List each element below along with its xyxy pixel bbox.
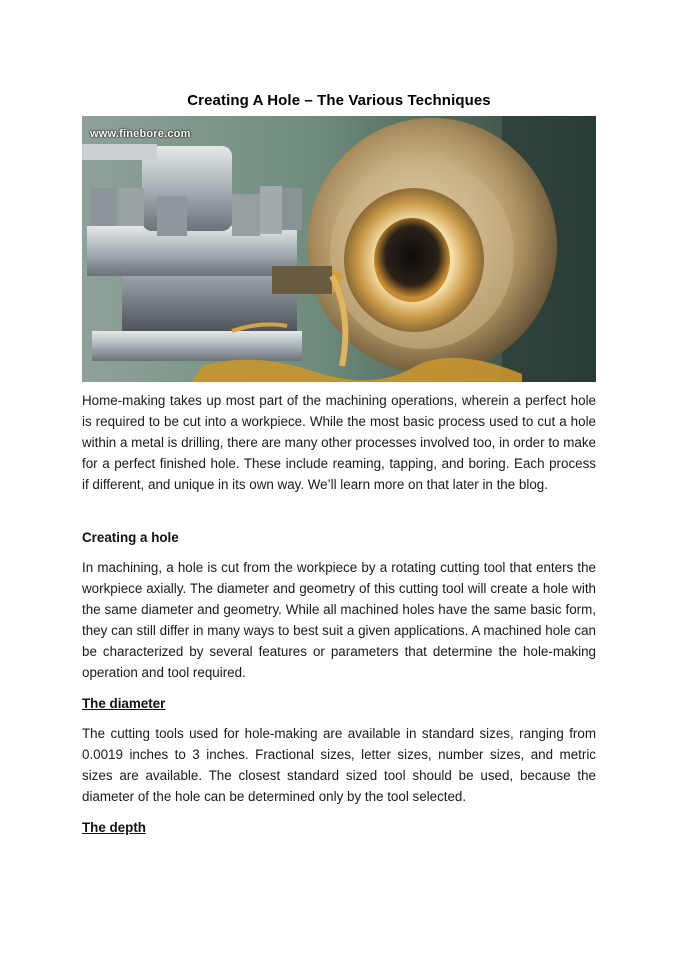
image-watermark: www.finebore.com <box>90 128 191 140</box>
intro-paragraph: Home-making takes up most part of the machining operations, wherein a perfect hole is required to be cut into a workpiece. While the most basic process used to cut a hole within a metal is drilling, there are many other processes involved too, in order to make for a perfect finished hole. These include reaming, tapping, and boring. Each process if different, and unique in its own way. We’ll learn more on that later in the blog. <box>82 393 596 492</box>
section-heading-the-depth: The depth <box>82 820 146 835</box>
section-heading-the-diameter: The diameter <box>82 696 166 711</box>
page-title: Creating A Hole – The Various Techniques <box>187 92 491 110</box>
section-body-the-diameter: The cutting tools used for hole-making are available in standard sizes, ranging from 0.0019 inches to 3 inches. Fractional sizes, letter sizes, number sizes, and metric sizes are available. The closest standard sized tool should be used, because the diameter of the hole can be determined only by the tool selected. <box>82 726 596 804</box>
section-body-creating-a-hole: In machining, a hole is cut from the workpiece by a rotating cutting tool that enters the workpiece axially. The diameter and geometry of this cutting tool will create a hole with the same diameter and geometry. While all machined holes have the same basic form, they can still differ in many ways to best suit a given applications. A machined hole can be characterized by several features or parameters that determine the hole-making operation and tool required. <box>82 560 596 680</box>
section-heading-creating-a-hole: Creating a hole <box>82 530 179 545</box>
lathe-machining-photo <box>82 116 596 382</box>
